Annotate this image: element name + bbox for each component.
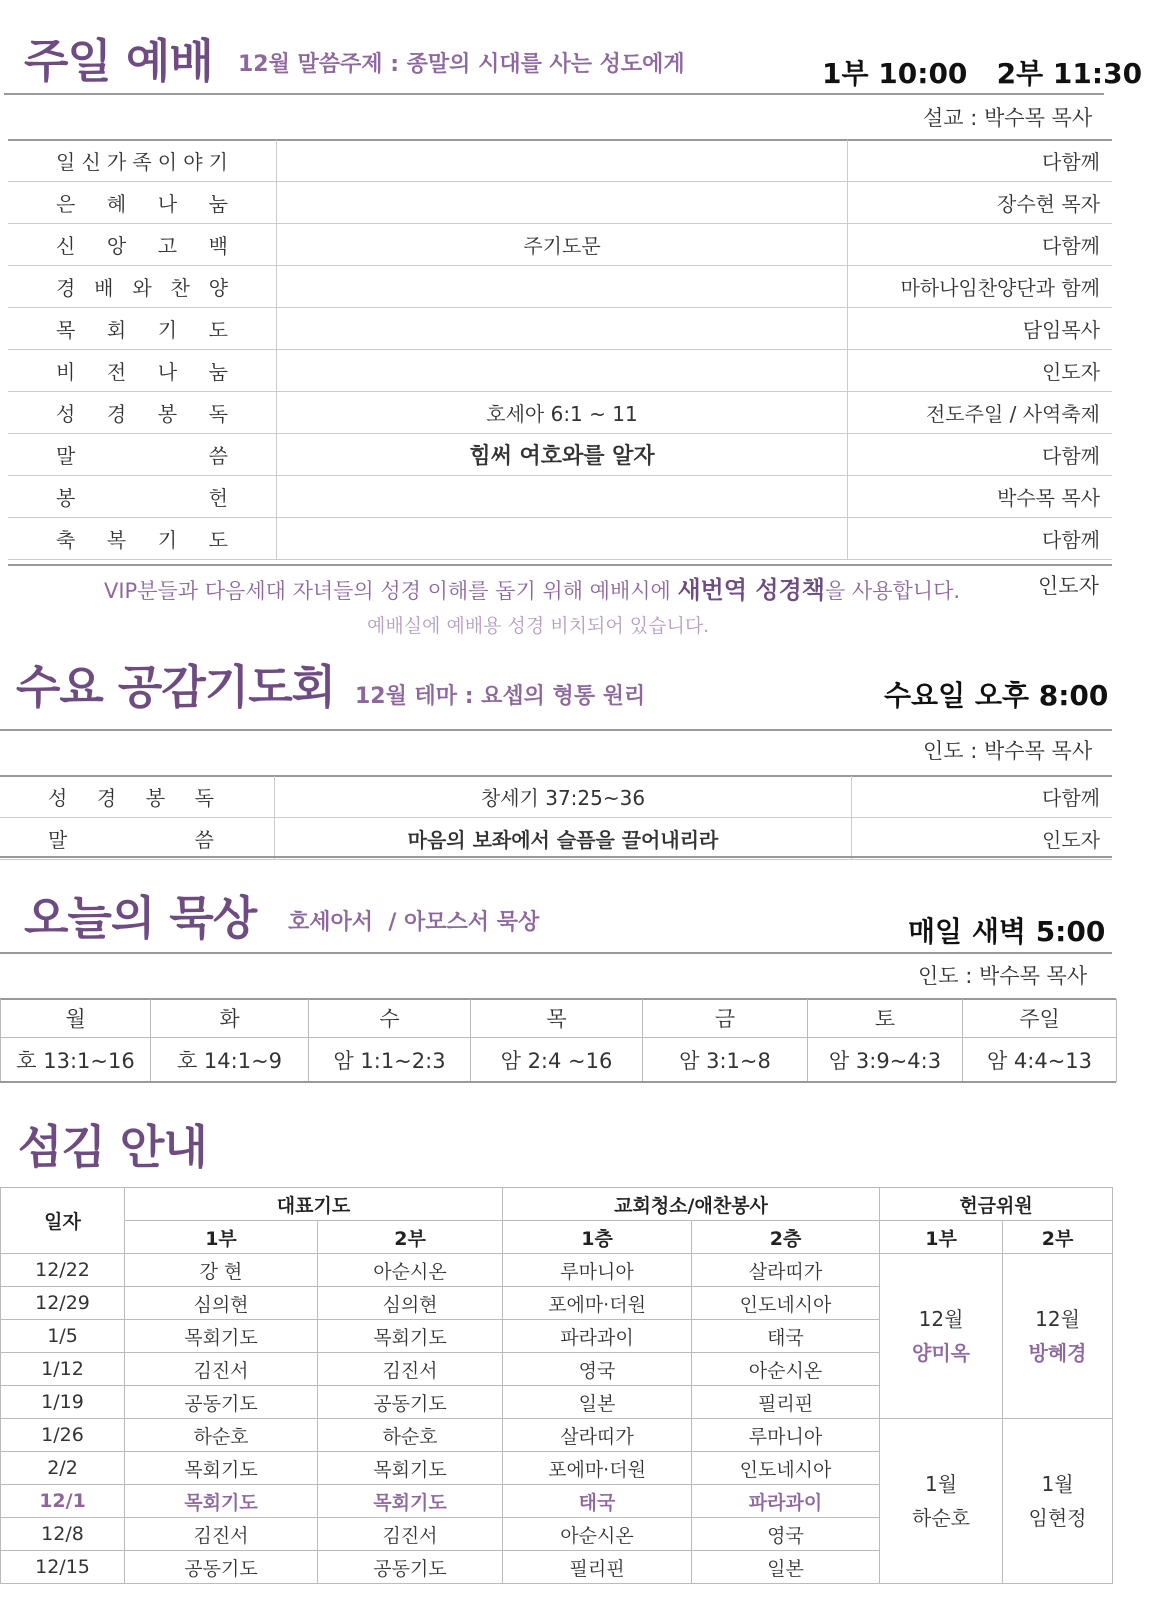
order-item-name [8, 224, 277, 266]
order-item-char: 기 [157, 528, 178, 552]
order-item-leader: 박수목 목사 [848, 476, 1113, 518]
order-row [8, 224, 1112, 266]
service-table [0, 1187, 1113, 1584]
order-item-name [8, 350, 277, 392]
service-cell-c2: 인도네시아 [692, 1287, 880, 1320]
wed-item-leader: 다함께 [852, 776, 1113, 818]
devotion-reading: 호 13:1~16 [1, 1038, 151, 1082]
order-item-char: 봉 [56, 486, 76, 510]
service-cell-c1: 살라띠가 [503, 1419, 692, 1452]
bible-notice [104, 578, 960, 602]
devotion-day: 화 [151, 999, 309, 1038]
service-cell-c1: 파라과이 [503, 1320, 692, 1353]
order-item-detail [277, 140, 848, 182]
wed-row [0, 776, 1112, 818]
order-item-char: 배 [94, 276, 114, 300]
order-item-char: 복 [106, 528, 127, 552]
order-item-name [8, 518, 277, 560]
order-row [8, 392, 1112, 434]
service-cell-date: 12/8 [1, 1518, 125, 1551]
service-cell-c1: 필리핀 [503, 1551, 692, 1584]
service-cell-p1: 심의현 [125, 1287, 318, 1320]
devotion-reading: 암 3:1~8 [643, 1038, 808, 1082]
order-item-char: 기 [208, 150, 228, 174]
service-cell-c2: 루마니아 [692, 1419, 880, 1452]
wed-item-leader: 인도자 [852, 818, 1113, 860]
order-item-leader: 다함께 [848, 224, 1113, 266]
order-item-char: 헌 [208, 486, 228, 510]
order-item-char: 회 [106, 318, 127, 342]
service-cell-p1: 공동기도 [125, 1386, 318, 1419]
wed-item-name [0, 776, 275, 818]
devotion-time: 매일 새벽 5:00 [908, 915, 1106, 948]
header-clean-2: 2층 [692, 1221, 880, 1254]
devotion-reading: 암 4:4~13 [963, 1038, 1117, 1082]
order-item-char: 일 [56, 150, 76, 174]
service-cell-c2: 아순시온 [692, 1353, 880, 1386]
order-row [8, 266, 1112, 308]
service-cell-c2: 필리핀 [692, 1386, 880, 1419]
order-row [8, 518, 1112, 560]
offering-month: 1월 [924, 1472, 958, 1496]
order-item-name [8, 140, 277, 182]
order-row [8, 350, 1112, 392]
order-item-char: 기 [157, 318, 178, 342]
bible-notice-prefix: VIP분들과 다음세대 자녀들의 성경 이해를 돕기 위해 예배시에 [104, 579, 678, 603]
bible-notice-2: 예배실에 예배용 성경 비치되어 있습니다. [367, 615, 710, 637]
order-item-char: 비 [56, 360, 76, 384]
offering-dec-o2 [1003, 1254, 1113, 1419]
order-item-detail: 호세아 6:1 ~ 11 [277, 392, 848, 434]
order-item-name [8, 476, 277, 518]
order-row [8, 476, 1112, 518]
order-item-char: 찬 [170, 276, 190, 300]
order-item-detail [277, 350, 848, 392]
service-cell-date: 1/19 [1, 1386, 125, 1419]
sunday-order-table [8, 140, 1112, 560]
service-cell-c2: 태국 [692, 1320, 880, 1353]
order-item-detail [277, 182, 848, 224]
offering-dec-o1 [880, 1254, 1003, 1419]
service-cell-p1: 목회기도 [125, 1320, 318, 1353]
devotion-day: 목 [471, 999, 643, 1038]
service-cell-date: 1/12 [1, 1353, 125, 1386]
service-cell-date: 1/26 [1, 1419, 125, 1452]
order-item-detail [277, 518, 848, 560]
order-row [8, 434, 1112, 476]
order-item-char: 와 [132, 276, 152, 300]
service-cell-date: 2/2 [1, 1452, 125, 1485]
order-item-char: 나 [157, 360, 178, 384]
service-cell-p2: 목회기도 [318, 1320, 503, 1353]
offering-month: 12월 [1035, 1307, 1080, 1331]
service-cell-p2: 아순시온 [318, 1254, 503, 1287]
order-row [8, 182, 1112, 224]
service-cell-p2: 김진서 [318, 1353, 503, 1386]
header-prayer: 대표기도 [125, 1188, 503, 1221]
sunday-times: 1부 10:00 2부 11:30 [822, 57, 1143, 90]
devotion-reading: 암 3:9~4:3 [808, 1038, 963, 1082]
wednesday-theme: 12월 테마 : 요셉의 형통 원리 [355, 684, 646, 709]
offering-person: 방혜경 [1028, 1341, 1087, 1365]
service-cell-c1: 일본 [503, 1386, 692, 1419]
order-item-char: 눔 [208, 192, 228, 216]
devotion-reading: 암 2:4 ~16 [471, 1038, 643, 1082]
devotion-theme: 호세아서 / 아모스서 묵상 [288, 910, 540, 935]
service-cell-date: 12/15 [1, 1551, 125, 1584]
order-item-char: 백 [208, 234, 228, 258]
devotion-day: 수 [309, 999, 471, 1038]
order-item-char: 말 [56, 444, 76, 468]
order-item-char: 목 [56, 318, 76, 342]
service-cell-c1: 포에마·더원 [503, 1452, 692, 1485]
header-offering: 헌금위원 [880, 1188, 1113, 1221]
service-cell-p2: 하순호 [318, 1419, 503, 1452]
service-cell-c1: 포에마·더원 [503, 1287, 692, 1320]
devotion-reading: 호 14:1~9 [151, 1038, 309, 1082]
service-cell-c2: 파라과이 [692, 1485, 880, 1518]
order-item-char: 봉 [157, 402, 178, 426]
order-row [8, 140, 1112, 182]
order-item-char: 가 [106, 150, 127, 174]
order-item-char: 경 [106, 402, 127, 426]
devotion-reading: 암 1:1~2:3 [309, 1038, 471, 1082]
order-item-name [8, 392, 277, 434]
order-item-char: 눔 [208, 360, 228, 384]
service-cell-c2: 영국 [692, 1518, 880, 1551]
service-title: 섬김 안내 [18, 1120, 207, 1174]
header-prayer-1: 1부 [125, 1221, 318, 1254]
order-item-name [8, 308, 277, 350]
order-item-leader: 담임목사 [848, 308, 1113, 350]
devotion-day: 월 [1, 999, 151, 1038]
order-item-char: 앙 [106, 234, 127, 258]
service-cell-p1: 공동기도 [125, 1551, 318, 1584]
service-cell-date: 12/1 [1, 1485, 125, 1518]
wed-item-char: 경 [96, 786, 117, 810]
service-cell-p1: 목회기도 [125, 1485, 318, 1518]
header-clean-1: 1층 [503, 1221, 692, 1254]
header-offering-1: 1부 [880, 1221, 1003, 1254]
order-item-detail [277, 476, 848, 518]
header-offering-2: 2부 [1003, 1221, 1113, 1254]
order-item-char: 신 [81, 150, 101, 174]
service-cell-p2: 김진서 [318, 1518, 503, 1551]
wed-item-detail: 마음의 보좌에서 슬픔을 끌어내리라 [275, 818, 852, 860]
service-cell-c1: 영국 [503, 1353, 692, 1386]
sunday-extra-right: 인도자 [1038, 574, 1099, 598]
bible-notice-bold: 새번역 성경책 [677, 576, 825, 604]
order-item-char: 경 [56, 276, 76, 300]
order-item-char: 양 [208, 276, 228, 300]
service-cell-date: 1/5 [1, 1320, 125, 1353]
wednesday-leader: 인도 : 박수목 목사 [923, 739, 1093, 763]
order-item-char: 이 [157, 150, 178, 174]
service-row [1, 1419, 1113, 1452]
order-item-char: 성 [56, 402, 76, 426]
order-item-name [8, 266, 277, 308]
order-item-detail: 힘써 여호와를 알자 [277, 434, 848, 476]
order-item-char: 씀 [208, 444, 228, 468]
devotion-title: 오늘의 묵상 [24, 891, 257, 945]
service-cell-c1: 아순시온 [503, 1518, 692, 1551]
wed-item-detail: 창세기 37:25~36 [275, 776, 852, 818]
sunday-title: 주일 예배 [24, 34, 213, 88]
bible-notice-suffix: 을 사용합니다. [824, 579, 961, 603]
service-cell-p2: 심의현 [318, 1287, 503, 1320]
offering-person: 임현정 [1028, 1506, 1087, 1530]
devotion-day: 주일 [963, 999, 1117, 1038]
sunday-theme: 12월 말씀주제 : 종말의 시대를 사는 성도에게 [238, 52, 685, 77]
wed-item-char: 봉 [145, 786, 166, 810]
wednesday-table [0, 776, 1112, 860]
offering-person: 양미옥 [912, 1341, 970, 1365]
header-prayer-2: 2부 [318, 1221, 503, 1254]
sunday-preacher: 설교 : 박수목 목사 [923, 106, 1093, 130]
order-item-char: 도 [208, 318, 228, 342]
order-item-char: 고 [157, 234, 178, 258]
order-item-leader: 전도주일 / 사역축제 [848, 392, 1113, 434]
service-cell-p1: 목회기도 [125, 1452, 318, 1485]
service-cell-c1: 루마니아 [503, 1254, 692, 1287]
wed-item-char: 말 [48, 828, 68, 852]
order-row [8, 308, 1112, 350]
devotion-table [0, 999, 1117, 1082]
order-item-name [8, 434, 277, 476]
offering-jan-o1 [880, 1419, 1003, 1584]
wednesday-title: 수요 공감기도회 [16, 660, 336, 714]
order-item-leader: 장수현 목자 [848, 182, 1113, 224]
order-item-leader: 다함께 [848, 140, 1113, 182]
order-item-leader: 다함께 [848, 518, 1113, 560]
service-cell-c1: 태국 [503, 1485, 692, 1518]
wed-item-name [0, 818, 275, 860]
wed-item-char: 성 [48, 786, 68, 810]
order-item-detail [277, 308, 848, 350]
order-item-name [8, 182, 277, 224]
service-row [1, 1254, 1113, 1287]
service-cell-p1: 하순호 [125, 1419, 318, 1452]
order-item-detail [277, 266, 848, 308]
wed-row [0, 818, 1112, 860]
order-item-char: 야 [183, 150, 203, 174]
order-item-char: 나 [157, 192, 178, 216]
service-cell-p1: 김진서 [125, 1518, 318, 1551]
order-item-char: 신 [56, 234, 76, 258]
order-item-char: 전 [106, 360, 127, 384]
devotion-leader: 인도 : 박수목 목사 [918, 964, 1088, 988]
service-cell-c2: 인도네시아 [692, 1452, 880, 1485]
service-cell-c2: 일본 [692, 1551, 880, 1584]
order-item-char: 족 [132, 150, 152, 174]
devotion-day: 토 [808, 999, 963, 1038]
order-item-detail: 주기도문 [277, 224, 848, 266]
offering-jan-o2 [1003, 1419, 1113, 1584]
service-cell-p1: 김진서 [125, 1353, 318, 1386]
order-item-leader: 마하나임찬양단과 함께 [848, 266, 1113, 308]
service-cell-p2: 목회기도 [318, 1452, 503, 1485]
service-cell-c2: 살라띠가 [692, 1254, 880, 1287]
wed-item-char: 씀 [194, 828, 214, 852]
offering-month: 12월 [918, 1307, 964, 1331]
order-item-char: 독 [208, 402, 228, 426]
offering-month: 1월 [1041, 1472, 1074, 1496]
service-cell-p2: 공동기도 [318, 1386, 503, 1419]
header-cleaning: 교회청소/애찬봉사 [503, 1188, 880, 1221]
wednesday-time: 수요일 오후 8:00 [884, 679, 1109, 712]
order-item-leader: 인도자 [848, 350, 1113, 392]
header-date: 일자 [1, 1188, 125, 1254]
service-cell-p1: 강 현 [125, 1254, 318, 1287]
offering-person: 하순호 [912, 1506, 970, 1530]
service-cell-p2: 목회기도 [318, 1485, 503, 1518]
service-cell-date: 12/29 [1, 1287, 125, 1320]
order-item-char: 은 [56, 192, 76, 216]
devotion-day: 금 [643, 999, 808, 1038]
order-item-char: 축 [56, 528, 76, 552]
order-item-leader: 다함께 [848, 434, 1113, 476]
order-item-char: 혜 [106, 192, 127, 216]
wed-item-char: 독 [194, 786, 214, 810]
service-cell-p2: 공동기도 [318, 1551, 503, 1584]
order-item-char: 도 [208, 528, 228, 552]
service-cell-date: 12/22 [1, 1254, 125, 1287]
